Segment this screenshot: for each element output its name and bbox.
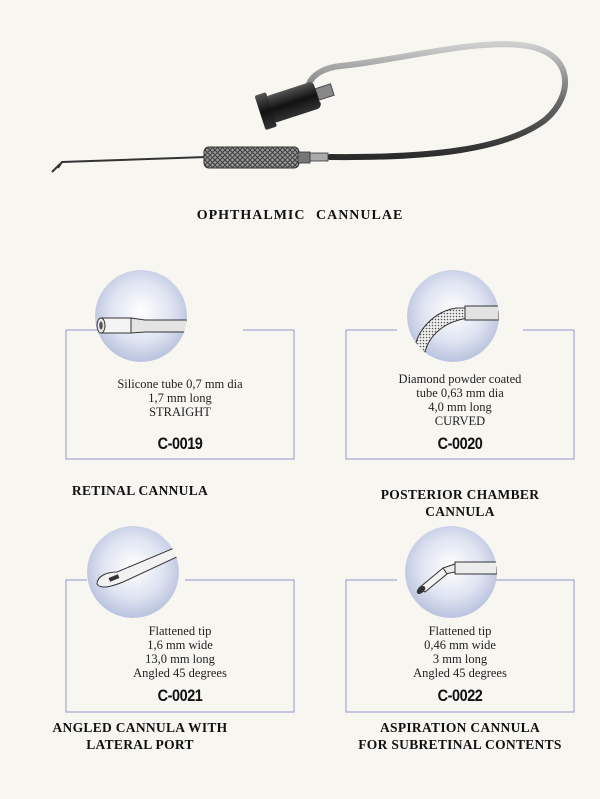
cannula-tip-detail-icon — [405, 526, 497, 618]
product-code: C-0021 — [157, 686, 203, 705]
product-name: POSTERIOR CHAMBER CANNULA — [380, 487, 540, 519]
product-name: RETINAL CANNULA — [71, 483, 209, 498]
product-code: C-0022 — [437, 686, 483, 705]
spec-text: Flattened tip 0,46 mm wide 3 mm long Angled 45 degrees — [413, 624, 507, 680]
spec-text: Silicone tube 0,7 mm dia 1,7 mm long STRAIGHT — [117, 377, 243, 419]
product-name: ASPIRATION CANNULA FOR SUBRETINAL CONTENTS — [358, 720, 562, 752]
cannula-tip-detail-icon — [407, 270, 499, 362]
product-name: ANGLED CANNULA WITH LATERAL PORT — [52, 720, 228, 752]
spec-text: Flattened tip 1,6 mm wide 13,0 mm long Angled 45 degrees — [133, 624, 227, 680]
page-title: OPHTHALMIC CANNULAE — [196, 208, 404, 223]
spec-text: Diamond powder coated tube 0,63 mm dia 4,0 mm long CURVED — [398, 372, 522, 428]
cannula-tip-detail-icon — [95, 270, 187, 362]
cannula-tip-detail-icon — [87, 526, 179, 618]
product-code: C-0019 — [157, 434, 203, 453]
product-code: C-0020 — [437, 434, 483, 453]
cannula-hero-illustration — [0, 0, 600, 200]
